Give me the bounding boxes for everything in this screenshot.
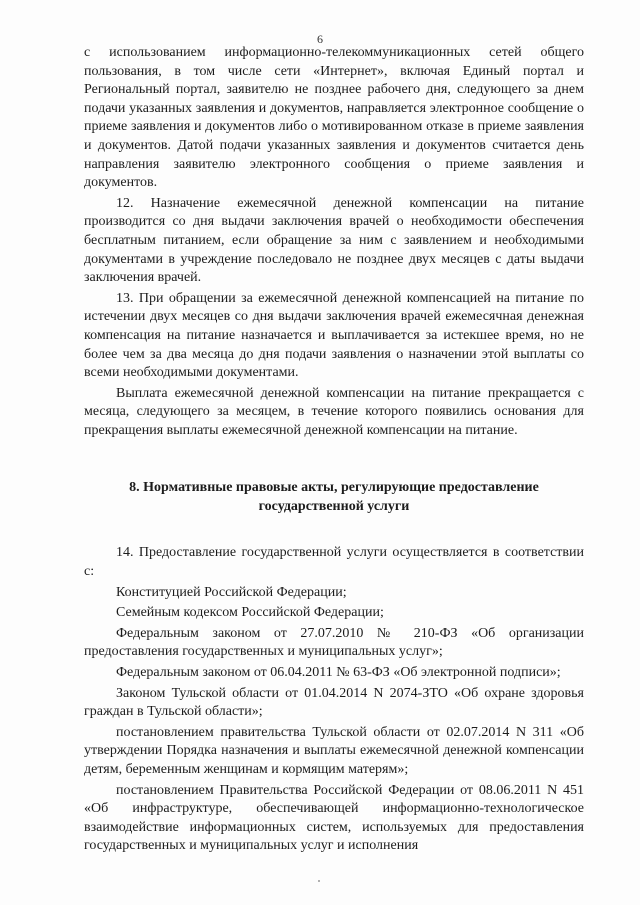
page-number: 6: [317, 32, 323, 46]
paragraph-13: 13. При обращении за ежемесячной денежной компенсацией на питание по истечении двух месяцев со дня выдачи заключения врачей ежемесячная денежная компенсация на питание назначается и выплачивается за истекшее время, но не более чем за два месяца до дня подачи заявления о назначении этой выплаты со всеми необходимыми документами.: [84, 290, 584, 381]
scan-speck: [318, 880, 320, 882]
law-item: постановлением Правительства Российской Федерации от 08.06.2011 N 451 «Об инфраструктуре, обеспечивающей информационно-технологическое взаимодействие информационных систем, используемых для предоставления государственных и муниципальных услуг и исполнения: [84, 782, 584, 854]
law-item: Законом Тульской области от 01.04.2014 N 2074-ЗТО «Об охране здоровья граждан в Тульской области»;: [84, 685, 584, 720]
law-item: Семейным кодексом Российской Федерации;: [116, 605, 384, 621]
law-item: Конституцией Российской Федерации;: [116, 584, 347, 600]
paragraph-12: 12. Назначение ежемесячной денежной компенсации на питание производится со дня выдачи заключения врачей о необходимости обеспечения бесплатным питанием, если обращение за ним с заявлением и необходимыми документами в учреждение последовало не позднее двух месяцев с даты выдачи заключения врачей.: [84, 195, 584, 286]
document-body: [84, 44, 584, 858]
paragraph-continuation: с использованием информационно-телекоммуникационных сетей общего пользования, в том числе сети «Интернет», включая Единый портал и Региональный портал, заявителю не позднее рабочего дня, следующего за днем подачи указанных заявления и документов, направляется электронное сообщение о приеме заявления и документов либо о мотивированном отказе в приеме заявления и документов. Датой подачи указанных заявления и документов считается день направления заявителю электронного сообщения о приеме заявления и документов.: [84, 45, 584, 191]
paragraph-14: 14. Предоставление государственной услуги осуществляется в соответствии с:: [84, 545, 584, 580]
law-item: Федеральным законом от 27.07.2010 № 210-ФЗ «Об организации предоставления государственных и муниципальных услуг»;: [84, 625, 584, 660]
section-heading: 8. Нормативные правовые акты, регулирующие предоставление государственной услуги: [129, 480, 539, 515]
law-item: постановлением правительства Тульской области от 02.07.2014 N 311 «Об утверждении Порядка назначения и выплаты ежемесячной денежной компенсации детям, беременным женщинам и кормящим матерям»;: [84, 724, 584, 777]
paragraph-payment-termination: Выплата ежемесячной денежной компенсации на питание прекращается с месяца, следующего за месяцем, в течение которого появились основания для прекращения выплаты ежемесячной денежной компенсации на питание.: [84, 385, 584, 438]
law-item: Федеральным законом от 06.04.2011 № 63-ФЗ «Об электронной подписи»;: [116, 665, 561, 681]
